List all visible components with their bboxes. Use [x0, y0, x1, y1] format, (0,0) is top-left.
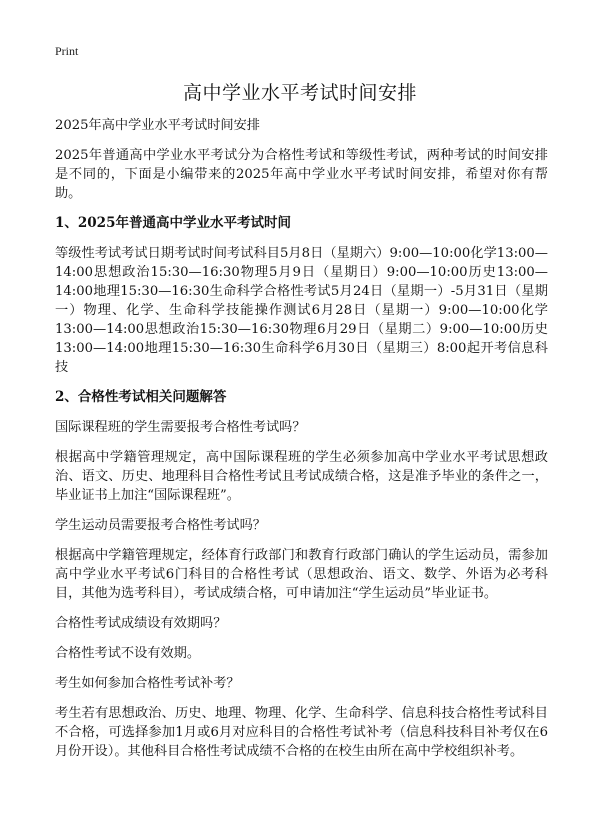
page-title: 高中学业水平考试时间安排 [182, 82, 417, 104]
answer-3: 合格性考试不设有效期。 [55, 646, 201, 661]
answer-4: 考生若有思想政治、历史、地理、物理、化学、生命科学、信息科技合格性考试科目不合格，可选择参加1月或6月对应科目的合格性考试补考（信息科技科目补考仅在6月份开设）。其他科目合格性考试成绩不合格的在校生由所在高中学校组织补考。 [55, 706, 548, 759]
question-3: 合格性考试成绩设有效期吗？ [55, 616, 227, 631]
article-content [55, 116, 548, 772]
print-link[interactable]: Print [55, 44, 79, 58]
question-4: 考生如何参加合格性考试补考？ [55, 676, 240, 691]
question-1: 国际课程班的学生需要报考合格性考试吗？ [55, 420, 306, 435]
answer-2: 根据高中学籍管理规定，经体育行政部门和教育行政部门确认的学生运动员，需参加高中学业水平考试6门科目的合格性考试（思想政治、语文、数学、外语为必考科目，其他为选考科目），考试成绩合格，可申请加注“学生运动员”毕业证书。 [55, 548, 548, 601]
question-2: 学生运动员需要报考合格性考试吗？ [55, 518, 266, 533]
intro-paragraph: 2025年普通高中学业水平考试分为合格性考试和等级性考试，两种考试的时间安排是不同的，下面是小编带来的2025年高中学业水平考试时间安排，希望对你有帮助。 [55, 148, 548, 201]
schedule-paragraph: 等级性考试考试日期考试时间考试科目5月8日（星期六）9:00—10:00化学13:00—14:00思想政治15:30—16:30物理5月9日（星期日）9:00—10:00历史13:00—14:00地理15:30—16:30生命科学合格性考试5月24日（星期一）-5月31日（星期一）物理、化学、生命科学技能操作测试6月28日（星期一）9:00—10:00化学13:00—14:00思想政治15:30—16:30物理6月29日（星期二）9:00—10:00历史13:00—14:00地理15:30—16:30生命科学6月30日（星期三）8:00起开考信息科技 [55, 246, 548, 375]
article-subtitle: 2025年高中学业水平考试时间安排 [55, 118, 260, 133]
answer-1: 根据高中学籍管理规定，高中国际课程班的学生必须参加高中学业水平考试思想政治、语文、历史、地理科目合格性考试且考试成绩合格，这是准予毕业的条件之一，毕业证书上加注“国际课程班”。 [55, 450, 548, 503]
section-1-heading: 1、2025年普通高中学业水平考试时间 [55, 215, 291, 231]
section-2-heading: 2、合格性考试相关问题解答 [55, 389, 227, 405]
